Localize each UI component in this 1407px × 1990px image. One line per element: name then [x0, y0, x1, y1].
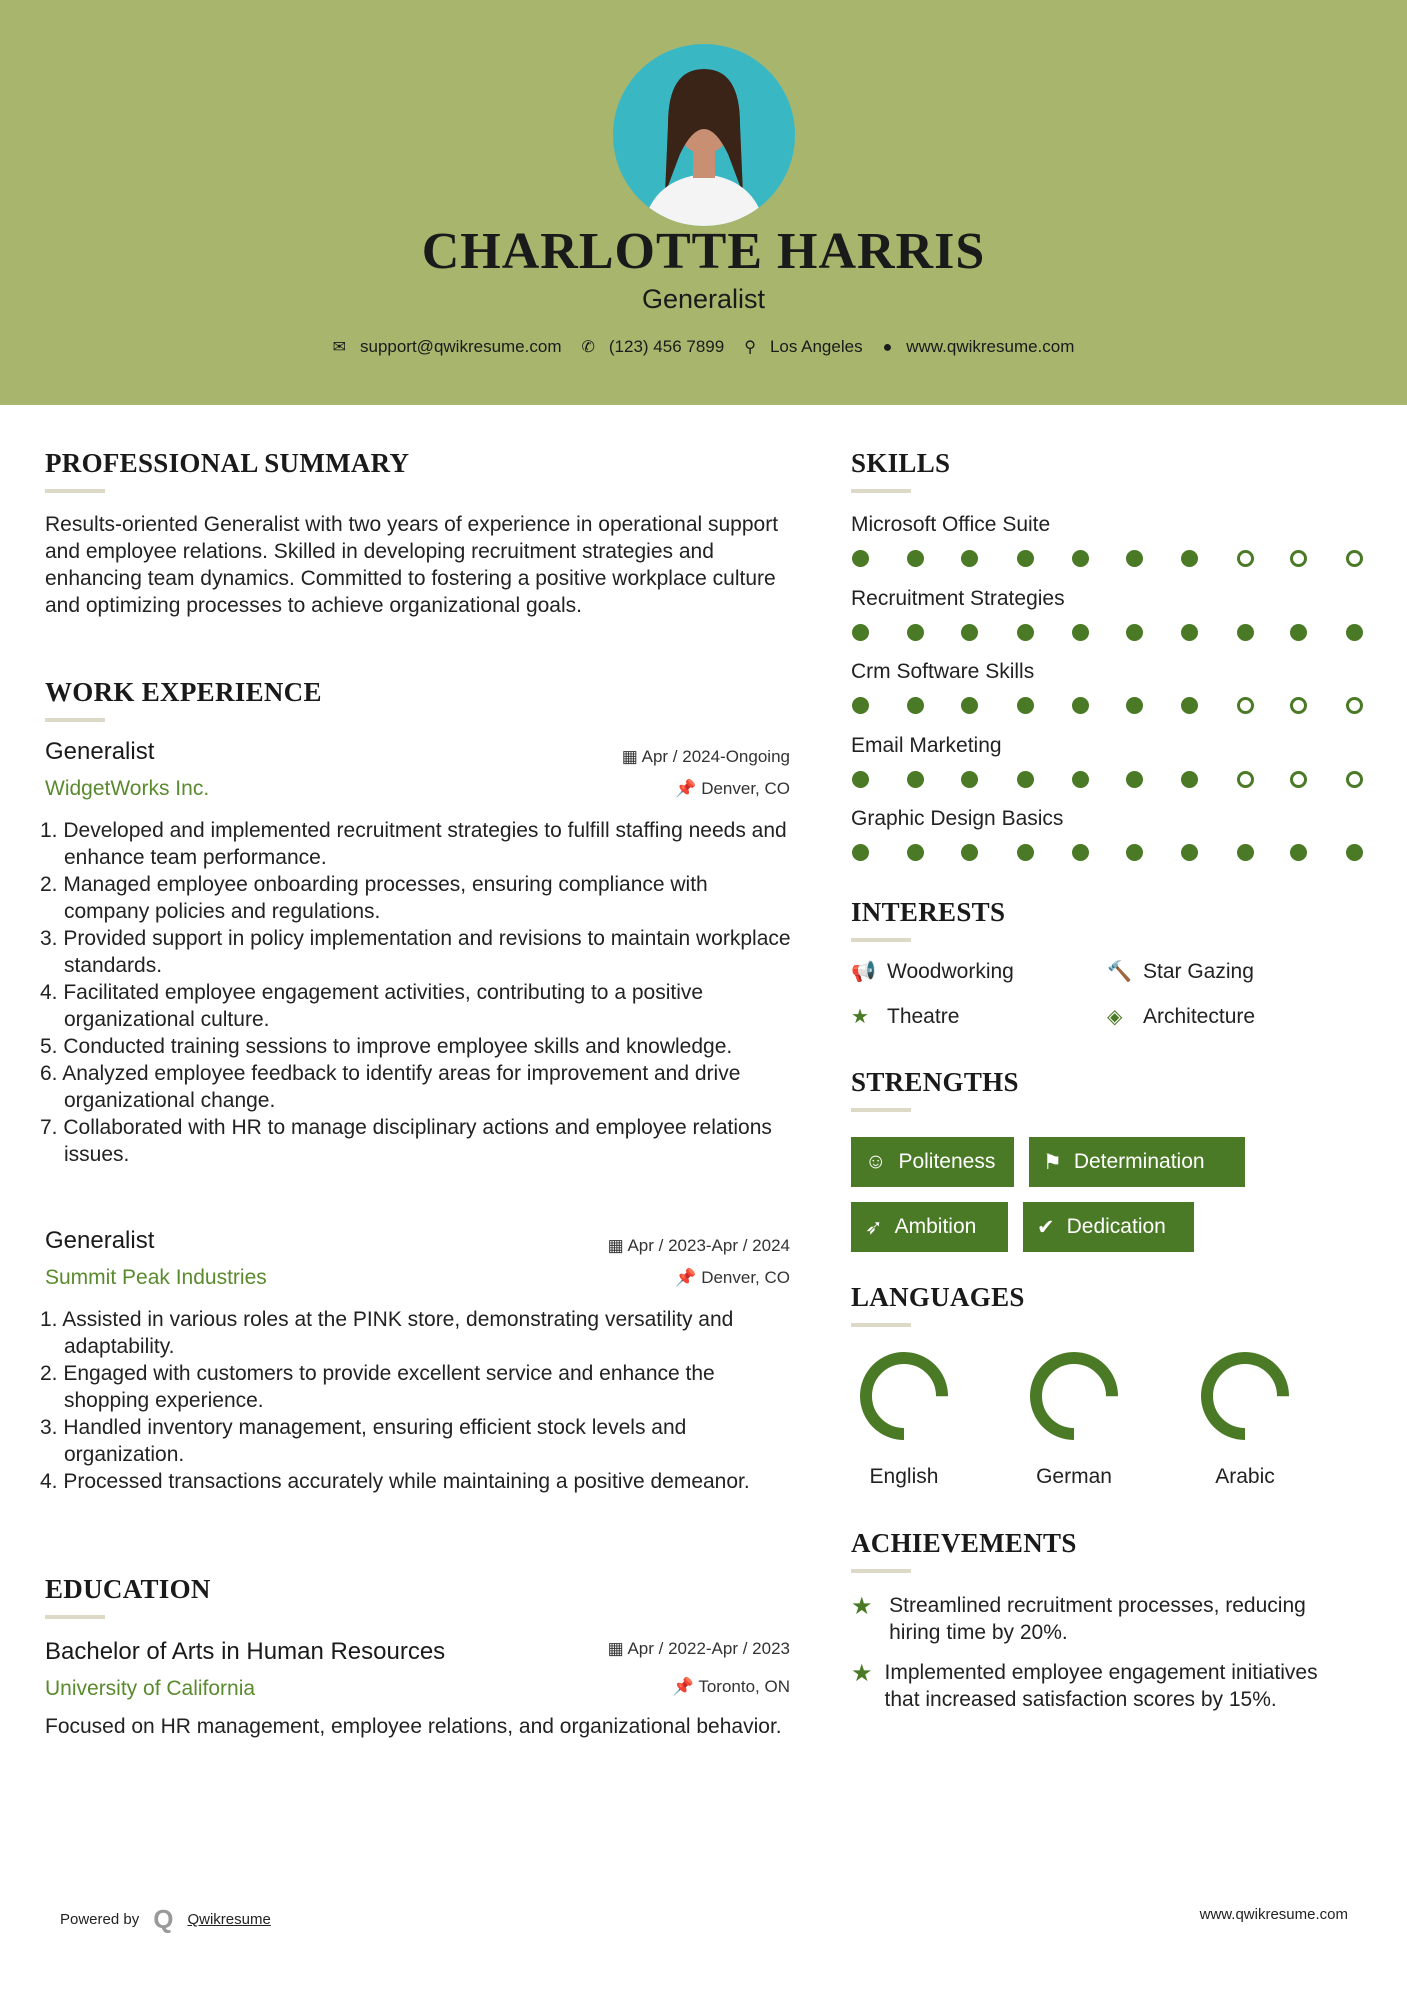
megaphone-icon: 📢	[851, 961, 876, 983]
achievement-text: Streamlined recruitment processes, reducing hiring time by 20%.	[889, 1594, 1306, 1644]
skill-dot-filled	[1017, 771, 1034, 788]
interest-item	[851, 959, 1014, 984]
skill-dot-filled	[1072, 697, 1089, 714]
skill-dot-empty	[1346, 697, 1363, 714]
education-location: 📌 Toronto, ON	[672, 1677, 790, 1696]
skill-dot-filled	[852, 844, 869, 861]
envelope-icon: ✉	[332, 339, 346, 356]
skill-dot-filled	[1126, 624, 1143, 641]
language-ring	[1024, 1346, 1124, 1451]
star-icon: ★	[851, 1660, 873, 1687]
phone-icon: ✆	[581, 339, 595, 356]
skill-dot-filled	[852, 550, 869, 567]
duty-item: 3. Provided support in policy implementation and revisions to maintain workplace standards.	[40, 927, 791, 977]
duty-item: 2. Engaged with customers to provide excellent service and enhance the shopping experience.	[40, 1362, 715, 1412]
location-text: Denver, CO	[701, 779, 790, 798]
candidate-title: Generalist	[641, 284, 766, 314]
flag-icon: ⚑	[1043, 1150, 1062, 1174]
skill-dot-filled	[1346, 844, 1363, 861]
strengths-heading: STRENGTHS	[851, 1067, 1019, 1097]
skill-dot-empty	[1237, 771, 1254, 788]
skill-dot-filled	[1181, 624, 1198, 641]
school: University of California	[45, 1677, 256, 1700]
skill-name: Crm Software Skills	[851, 660, 1035, 684]
strength-chip	[851, 1202, 1008, 1252]
skill-dot-filled	[961, 771, 978, 788]
summary-text: Results-oriented Generalist with two years of experience in operational support and employee relations. Skilled in developing recruitment strategies and enhancing team dynamics. Committed to fostering a positive workplace culture and optimizing processes to achieve organizational goals.	[45, 513, 779, 617]
location-text: Toronto, ON	[698, 1677, 790, 1696]
contact-website[interactable]: www.qwikresume.com	[906, 337, 1075, 356]
skill-dot-filled	[1072, 624, 1089, 641]
candidate-name: CHARLOTTE HARRIS	[421, 223, 986, 280]
job-duties-list	[40, 817, 795, 1168]
achievements-heading: ACHIEVEMENTS	[851, 1528, 1077, 1558]
skill-dot-filled	[1237, 624, 1254, 641]
job-title: Generalist	[45, 1227, 155, 1254]
divider	[851, 1108, 911, 1112]
skill-dot-empty	[1346, 771, 1363, 788]
profile-photo	[613, 44, 795, 226]
divider	[851, 489, 911, 493]
skill-dot-filled	[907, 550, 924, 567]
date-text: Apr / 2022-Apr / 2023	[627, 1639, 790, 1658]
interest-item	[1107, 1004, 1255, 1029]
divider	[45, 718, 105, 722]
job-company: Summit Peak Industries	[45, 1266, 267, 1289]
job-location: 📌 Denver, CO	[675, 1268, 790, 1287]
skill-name: Recruitment Strategies	[851, 586, 1065, 610]
skill-dot-filled	[961, 844, 978, 861]
summary-heading: PROFESSIONAL SUMMARY	[45, 448, 410, 478]
skill-dot-filled	[1017, 550, 1034, 567]
skill-dot-filled	[1017, 624, 1034, 641]
strength-label: Dedication	[1066, 1215, 1166, 1238]
skill-dot-filled	[1126, 844, 1143, 861]
contact-bar	[0, 337, 1407, 357]
achievement-item	[851, 1592, 1351, 1646]
work-heading: WORK EXPERIENCE	[45, 677, 322, 707]
skill-dot-filled	[961, 697, 978, 714]
skill-dot-filled	[1017, 697, 1034, 714]
job-title: Generalist	[45, 738, 155, 765]
duty-item: 3. Handled inventory management, ensuring efficient stock levels and organization.	[40, 1416, 687, 1466]
footer-powered	[60, 1904, 271, 1935]
skill-dot-filled	[1181, 697, 1198, 714]
achievement-text: Implemented employee engagement initiatives that increased satisfaction scores by 15%.	[884, 1661, 1318, 1711]
skill-dot-filled	[1181, 771, 1198, 788]
duty-item: 6. Analyzed employee feedback to identify areas for improvement and drive organizational change.	[40, 1062, 741, 1112]
skill-dot-empty	[1346, 550, 1363, 567]
brand-link[interactable]: Qwikresume	[187, 1911, 271, 1928]
skill-dot-filled	[852, 697, 869, 714]
skill-dot-empty	[1237, 550, 1254, 567]
powered-by-text: Powered by	[60, 1911, 140, 1928]
strength-chip	[1023, 1202, 1194, 1252]
map-pin-icon: ⚲	[744, 339, 756, 356]
duty-item: 4. Processed transactions accurately while maintaining a positive demeanor.	[40, 1470, 750, 1493]
skill-dot-filled	[1290, 624, 1307, 641]
check-circle-icon: ✔	[1037, 1215, 1055, 1239]
skill-dot-filled	[1181, 844, 1198, 861]
skill-dot-empty	[1237, 697, 1254, 714]
divider	[851, 1569, 911, 1573]
interest-label: Woodworking	[887, 959, 1014, 983]
duty-item: 5. Conducted training sessions to improve employee skills and knowledge.	[40, 1035, 733, 1058]
star-icon: ★	[851, 1593, 873, 1620]
rocket-icon: ➶	[865, 1215, 883, 1239]
interest-label: Theatre	[887, 1004, 960, 1028]
duty-item: 4. Facilitated employee engagement activities, contributing to a positive organizational culture.	[40, 981, 704, 1031]
date-text: Apr / 2024-Ongoing	[641, 747, 790, 766]
skill-dot-filled	[1290, 844, 1307, 861]
skill-dot-filled	[1181, 550, 1198, 567]
skill-name: Graphic Design Basics	[851, 807, 1064, 831]
skill-name: Microsoft Office Suite	[851, 513, 1051, 536]
education-heading: EDUCATION	[45, 1574, 211, 1604]
skill-dot-filled	[1126, 550, 1143, 567]
interest-item	[851, 1004, 959, 1029]
divider	[851, 938, 911, 942]
language-ring	[1195, 1346, 1295, 1451]
skill-dot-filled	[907, 844, 924, 861]
education-date: ▦ Apr / 2022-Apr / 2023	[607, 1639, 790, 1658]
duty-item: 7. Collaborated with HR to manage disciplinary actions and employee relations issues.	[40, 1116, 772, 1166]
interest-item	[1107, 959, 1254, 984]
skills-heading: SKILLS	[851, 448, 951, 478]
job-date: ▦ Apr / 2023-Apr / 2024	[607, 1236, 790, 1255]
skill-dot-filled	[961, 550, 978, 567]
skill-dot-filled	[907, 624, 924, 641]
skill-dot-filled	[1072, 771, 1089, 788]
location-text: Denver, CO	[701, 1268, 790, 1287]
globe-icon: ●	[882, 339, 893, 356]
skill-dot-filled	[961, 624, 978, 641]
skill-name: Email Marketing	[851, 733, 1002, 757]
language-name: German	[1036, 1465, 1112, 1488]
education-text: Focused on HR management, employee relations, and organizational behavior.	[45, 1715, 782, 1738]
divider	[45, 1615, 105, 1619]
duty-item: 1. Assisted in various roles at the PINK store, demonstrating versatility and adaptability.	[40, 1308, 734, 1358]
skill-dot-filled	[852, 771, 869, 788]
skill-dot-empty	[1290, 550, 1307, 567]
languages-heading: LANGUAGES	[851, 1282, 1025, 1312]
language-name: Arabic	[1215, 1465, 1275, 1488]
skill-dot-empty	[1290, 697, 1307, 714]
skill-dot-filled	[1126, 771, 1143, 788]
degree: Bachelor of Arts in Human Resources	[45, 1638, 446, 1665]
strength-chip	[1029, 1137, 1245, 1187]
skill-dot-filled	[907, 697, 924, 714]
job-location: 📌 Denver, CO	[675, 779, 790, 798]
interest-label: Star Gazing	[1143, 959, 1254, 983]
smile-icon: ☺	[865, 1150, 887, 1173]
skill-dot-filled	[1017, 844, 1034, 861]
duty-item: 1. Developed and implemented recruitment strategies to fulfill staffing needs and enhance team performance.	[40, 819, 787, 869]
qwikresume-logo-icon: Q	[153, 1904, 174, 1934]
skill-dot-filled	[907, 771, 924, 788]
duty-item: 2. Managed employee onboarding processes, ensuring compliance with company policies and regulations.	[40, 873, 708, 923]
achievement-item	[851, 1659, 1351, 1713]
gavel-icon: 🔨	[1107, 961, 1132, 983]
job-duties-list	[40, 1306, 795, 1495]
divider	[851, 1323, 911, 1327]
strength-label: Determination	[1073, 1150, 1205, 1173]
job-date: ▦ Apr / 2024-Ongoing	[621, 747, 790, 766]
strength-chip	[851, 1137, 1014, 1187]
skill-dot-filled	[1237, 844, 1254, 861]
language-ring	[854, 1346, 954, 1451]
date-text: Apr / 2023-Apr / 2024	[627, 1236, 790, 1255]
interest-label: Architecture	[1143, 1004, 1256, 1028]
contact-phone[interactable]: (123) 456 7899	[608, 337, 725, 356]
contact-location: Los Angeles	[769, 337, 863, 356]
skill-dot-filled	[1072, 550, 1089, 567]
skill-dot-filled	[852, 624, 869, 641]
skill-dot-filled	[1346, 624, 1363, 641]
star-icon: ★	[851, 1006, 869, 1028]
strength-label: Politeness	[898, 1150, 996, 1173]
skill-dot-empty	[1290, 771, 1307, 788]
strength-label: Ambition	[894, 1215, 977, 1238]
ruler-icon: ◈	[1107, 1006, 1123, 1028]
footer-site[interactable]: www.qwikresume.com	[1199, 1906, 1348, 1923]
contact-email[interactable]: support@qwikresume.com	[359, 337, 562, 356]
language-name: English	[869, 1465, 939, 1488]
job-company: WidgetWorks Inc.	[45, 777, 210, 800]
skill-dot-filled	[1126, 697, 1143, 714]
interests-heading: INTERESTS	[851, 897, 1006, 927]
skill-dot-filled	[1072, 844, 1089, 861]
divider	[45, 489, 105, 493]
